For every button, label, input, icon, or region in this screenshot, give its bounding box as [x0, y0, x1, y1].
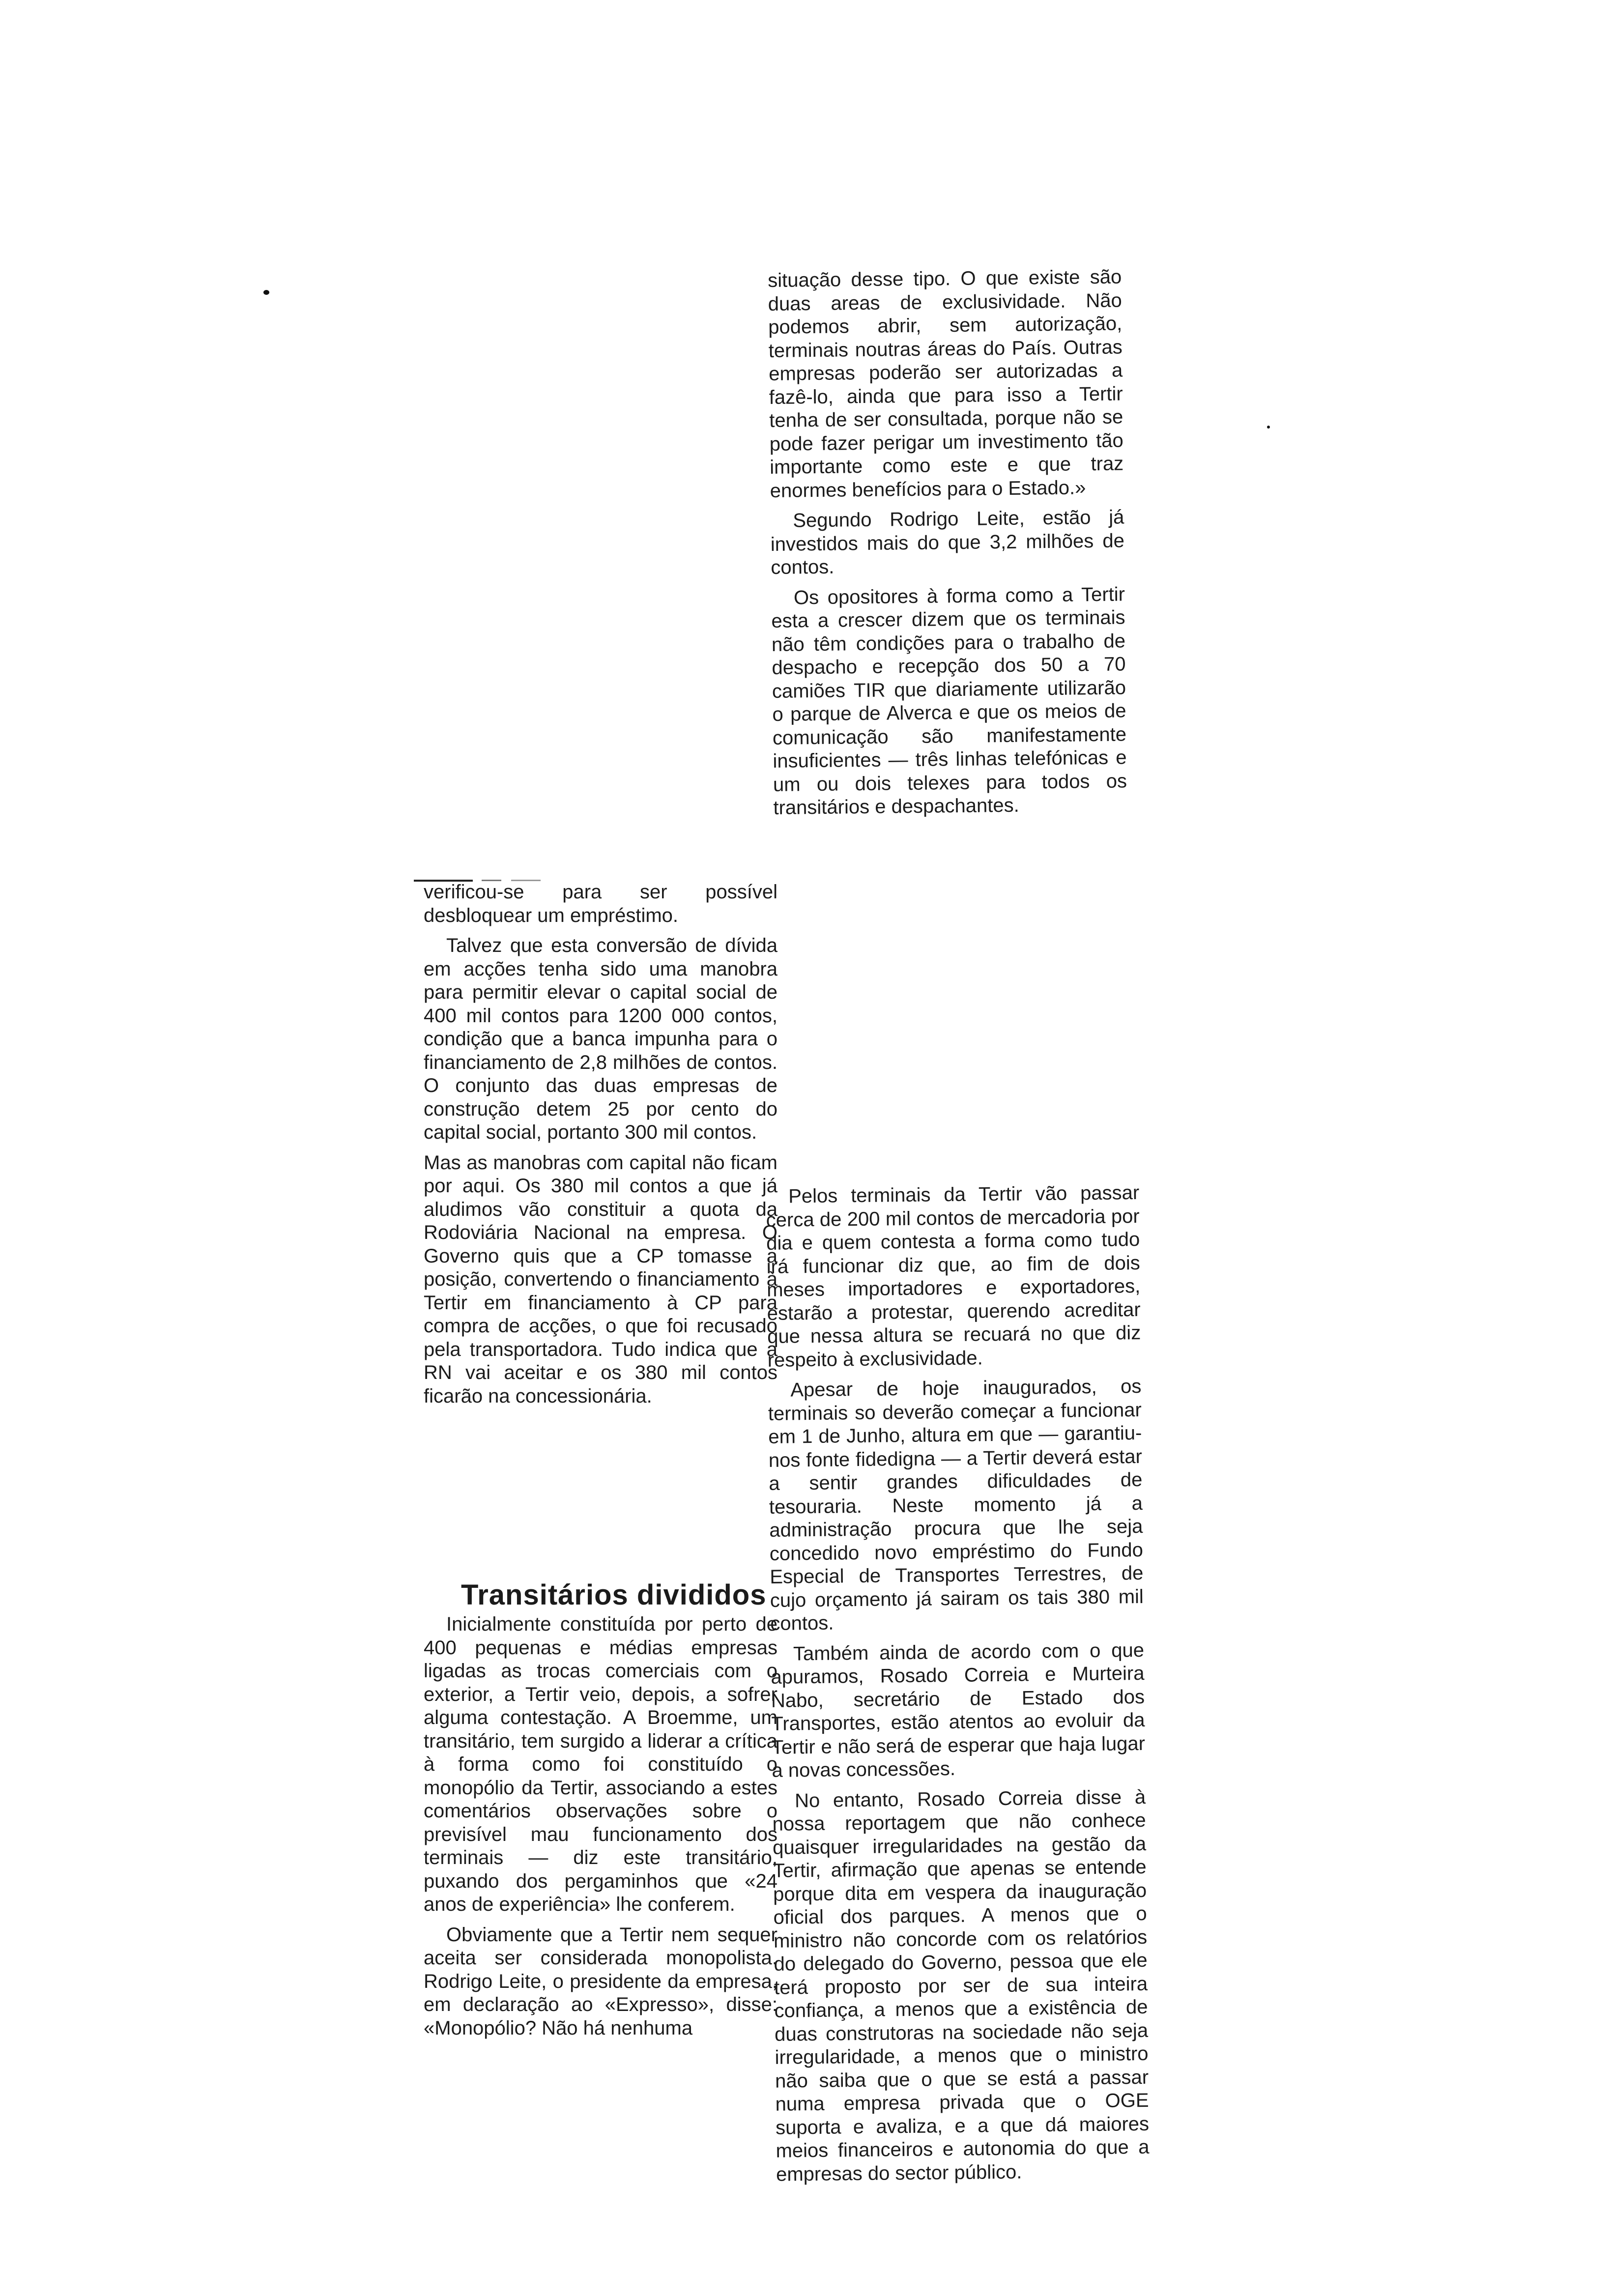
paragraph: Obviamente que a Tertir nem sequer aceita ser considerada monopolista. Rodrigo Leite, o presidente da empresa, em declaração ao «Expresso», disse: «Monopólio? Não há nenhuma	[424, 1923, 777, 2039]
paragraph: Segundo Rodrigo Leite, estão já investidos mais do que 3,2 milhões de contos.	[770, 506, 1125, 578]
paragraph: Talvez que esta conversão de dívida em acções tenha sido uma manobra para permitir elevar o capital social de 400 mil contos para 1200 000 contos, condição que a banca impunha para o financiamento de 2,8 milhões de contos. O conjunto das duas empresas de construção detem 25 por cento do capital social, portanto 300 mil contos.	[424, 935, 777, 1143]
section-heading: Transitários divididos	[461, 1579, 767, 1611]
paragraph: No entanto, Rosado Correia disse à nossa reportagem que não conhece quaisquer irregularidades na gestão da Tertir, afirmação que apenas se entende porque dita em vespera da inauguração oficial dos parques. A menos que o ministro não concorde com os relatórios do delegado do Governo, pessoa que ele terá proposto por ser de sua inteira confiança, a menos que a existência de duas construtoras na sociedade não seja irregularidade, a menos que o ministro não saiba que o que se está a passar numa empresa privada que o OGE suporta e avaliza, e a que dá maiores meios financeiros e autonomia do que a empresas do sector público.	[772, 1786, 1150, 2185]
paragraph: Os opositores à forma como a Tertir esta a crescer dizem que os terminais não têm condições para o trabalho de despacho e recepção dos 50 a 70 camiões TIR que diariamente utilizarão o parque de Alverca e que os meios de comunicação são manifestamente insuficientes — três linhas telefónicas e um ou dois telexes para todos os transitários e despachantes.	[771, 583, 1127, 819]
paragraph: Pelos terminais da Tertir vão passar cerca de 200 mil contos de mercadoria por dia e quem contesta a forma como tudo irá funcionar diz que, ao fim de dois meses importadores e exportadores, estarão a protestar, querendo acreditar que nessa altura se recuará no que diz respeito à exclusividade.	[766, 1182, 1141, 1371]
right-column-top	[768, 265, 1127, 827]
ink-speck	[1267, 426, 1270, 429]
left-column-bottom	[424, 1613, 777, 2047]
paragraph: Apesar de hoje inaugurados, os terminais so deverão começar a funcionar em 1 de Junho, altura em que — garantiu-nos fonte fidedigna — a Tertir deverá estar a sentir grandes dificuldades de tesouraria. Neste momento já a administração procura que lhe seja concedido novo empréstimo do Fundo Especial de Transportes Terrestres, de cujo orçamento já sairam os tais 380 mil contos.	[768, 1376, 1144, 1635]
paragraph: Mas as manobras com capital não ficam por aqui. Os 380 mil contos a que já aludimos vão constituir a quota da Rodoviária Nacional na empresa. O Governo quis que a CP tomasse a posição, convertendo o financiamento à Tertir em financiamento à CP para compra de acções, o que foi recusado pela transportadora. Tudo indica que a RN vai aceitar e os 380 mil contos ficarão na concessionária.	[424, 1151, 777, 1407]
paragraph: situação desse tipo. O que existe são duas areas de exclusividade. Não podemos abrir, sem autorização, terminais noutras áreas do País. Outras empresas poderão ser autorizadas a fazê-lo, ainda que para isso a Tertir tenha de ser consultada, porque não se pode fazer perigar um investimento tão importante como este e que traz enormes benefícios para o Estado.»	[768, 266, 1124, 502]
right-column-bottom	[766, 1181, 1150, 2193]
ink-speck	[263, 290, 269, 295]
paragraph: Inicialmente constituída por perto de 400 pequenas e médias empresas ligadas as trocas comerciais com o exterior, a Tertir veio, depois, a sofrer alguma contestação. A Broemme, um transitário, tem surgido a liderar a crítica à forma como foi constituído o monopólio da Tertir, associando a estes comentários observações sobre o previsível mau funcionamento dos terminais — diz este transitário, puxando dos pergaminhos que «24 anos de experiência» lhe conferem.	[424, 1613, 777, 1915]
left-column-top	[424, 881, 777, 1415]
paragraph: verificou-se para ser possível desbloquear um empréstimo.	[424, 881, 777, 926]
paragraph: Também ainda de acordo com o que apuramos, Rosado Correia e Murteira Nabo, secretário de Estado dos Transportes, estão atentos ao evoluir da Tertir e não será de esperar que haja lugar a novas concessões.	[771, 1639, 1146, 1781]
